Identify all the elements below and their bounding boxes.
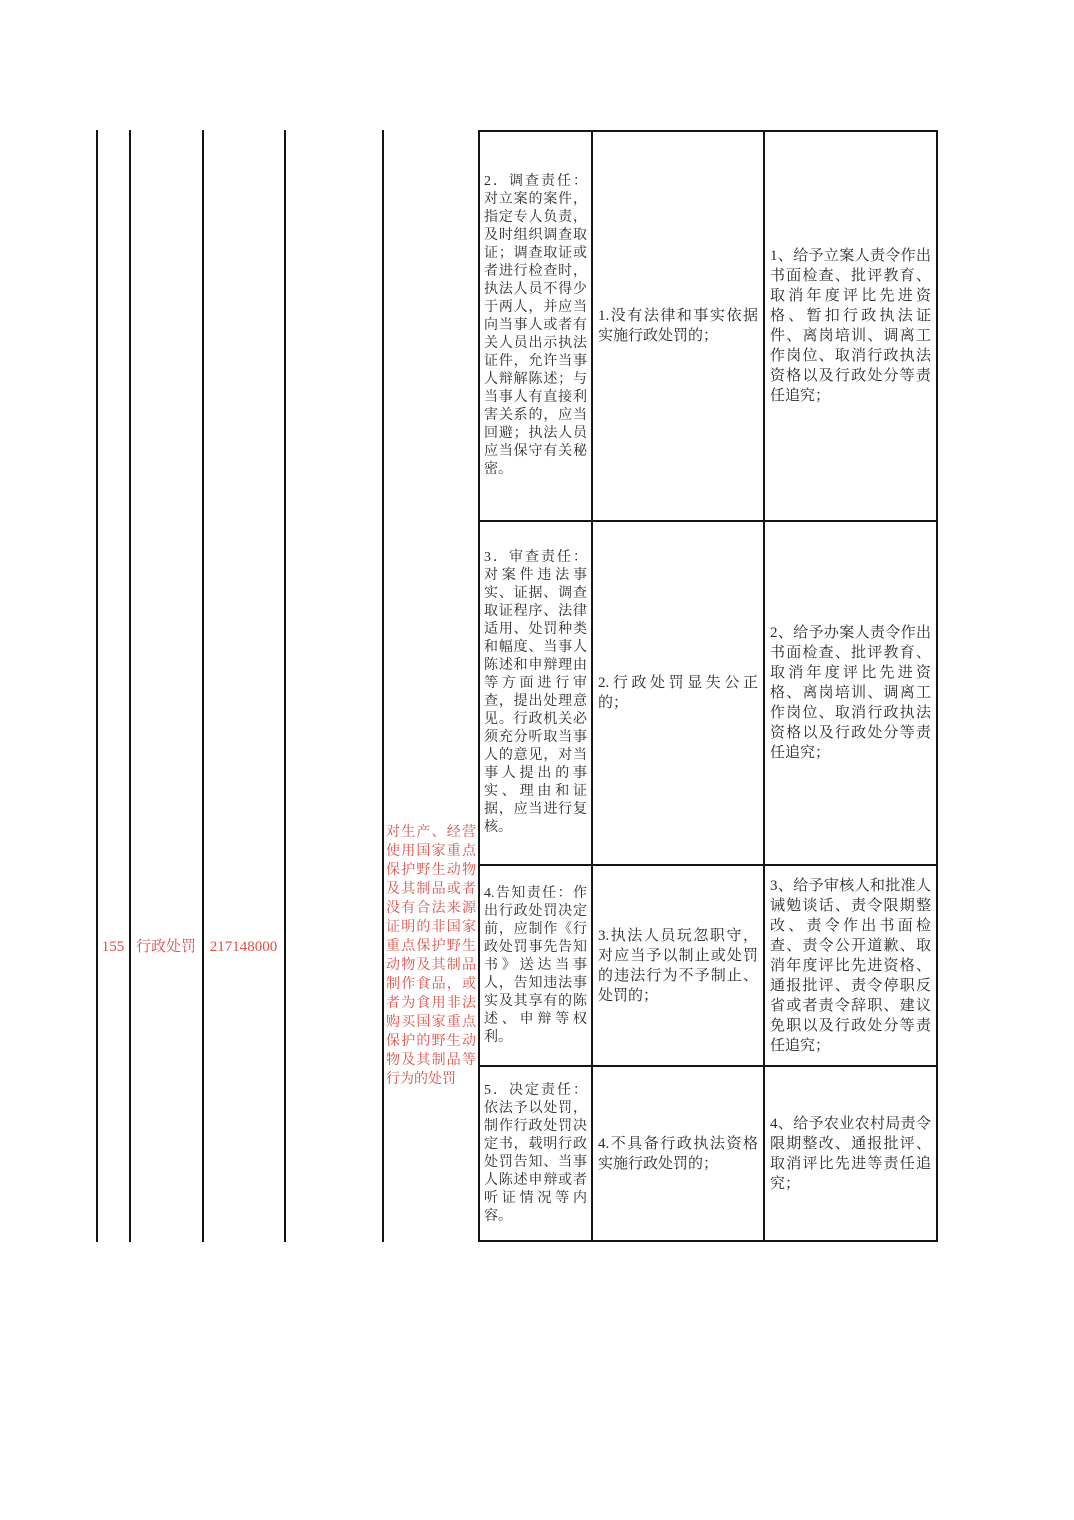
column-divider <box>382 130 384 1242</box>
duty-cell-investigation <box>480 132 593 522</box>
accountability-text: 1、给予立案人责令作出书面检查、批评教育、取消年度评比先进资格、暂扣行政执法证件、离岗培训、调离工作岗位、取消行政执法资格以及行政处分等责任追究； <box>770 248 931 404</box>
situation-text: 3.执法人员玩忽职守，对应当予以制止或处罚的违法行为不予制止、处罚的； <box>598 927 758 1004</box>
duty-text: 3．审查责任：对案件违法事实、证据、调查取证程序、法律适用、处罚种类和幅度、当事人陈述和申辩理由等方面进行审查，提出处理意见。行政机关必须充分听取当事人的意见，对当事人提出的事实、理由和证据，应当进行复核。 <box>484 550 587 835</box>
column-divider <box>129 130 131 1242</box>
accountability-text: 2、给予办案人责令作出书面检查、批评教育、取消年度评比先进资格、离岗培训、调离工作岗位、取消行政执法资格以及行政处分等责任追究； <box>770 625 931 761</box>
accountability-cell-4 <box>765 1067 936 1240</box>
situation-text: 2.行政处罚显失公正的； <box>598 675 758 711</box>
situation-text: 4.不具备行政执法资格实施行政处罚的； <box>598 1135 758 1172</box>
responsibility-table <box>478 130 938 1242</box>
duty-cell-decision <box>480 1067 593 1240</box>
situation-text: 1.没有法律和事实依据实施行政处罚的； <box>598 308 758 344</box>
duty-text: 5．决定责任：依法予以处罚，制作行政处罚决定书，载明行政处罚告知、当事人陈述申辩或者听证情况等内容。 <box>484 1082 587 1224</box>
duty-cell-notification <box>480 866 593 1067</box>
situation-cell-1 <box>593 132 765 522</box>
accountability-cell-1 <box>765 132 936 522</box>
power-code-cell: 217148000 <box>209 939 278 955</box>
penalty-type-cell: 行政处罚 <box>135 939 196 955</box>
duty-cell-review <box>480 522 593 866</box>
situation-cell-2 <box>593 522 765 866</box>
duty-text: 4.告知责任：作出行政处罚决定前，应制作《行政处罚事先告知书》送达当事人，告知违法事实及其享有的陈述、申辩等权利。 <box>484 885 587 1045</box>
column-divider <box>284 130 286 1242</box>
accountability-cell-2 <box>765 522 936 866</box>
column-divider <box>96 130 98 1242</box>
situation-cell-4 <box>593 1067 765 1240</box>
duty-text: 2．调查责任：对立案的案件，指定专人负责，及时组织调查取证；调查取证或者进行检查时，执法人员不得少于两人，并应当向当事人或者有关人员出示执法证件，允许当事人辩解陈述；与当事人有直接利害关系的，应当回避；执法人员应当保守有关秘密。 <box>484 174 587 477</box>
row-number-cell: 155 <box>101 939 125 955</box>
accountability-cell-3 <box>765 866 936 1067</box>
accountability-text: 3、给予审核人和批准人诫勉谈话、责令限期整改、责令作出书面检查、责令公开道歉、取消年度评比先进资格、通报批评、责令停职反省或者责令辞职、建议免职以及行政处分等责任追究； <box>770 877 931 1054</box>
accountability-text: 4、给予农业农村局责令限期整改、通报批评、取消评比先进等责任追究； <box>770 1115 931 1192</box>
column-divider <box>202 130 204 1242</box>
situation-cell-3 <box>593 866 765 1067</box>
penalty-item-description: 对生产、经营使用国家重点保护野生动物及其制品或者没有合法来源证明的非国家重点保护野生动物及其制品制作食品，或者为食用非法购买国家重点保护的野生动物及其制品等行为的处罚 <box>386 825 476 1087</box>
